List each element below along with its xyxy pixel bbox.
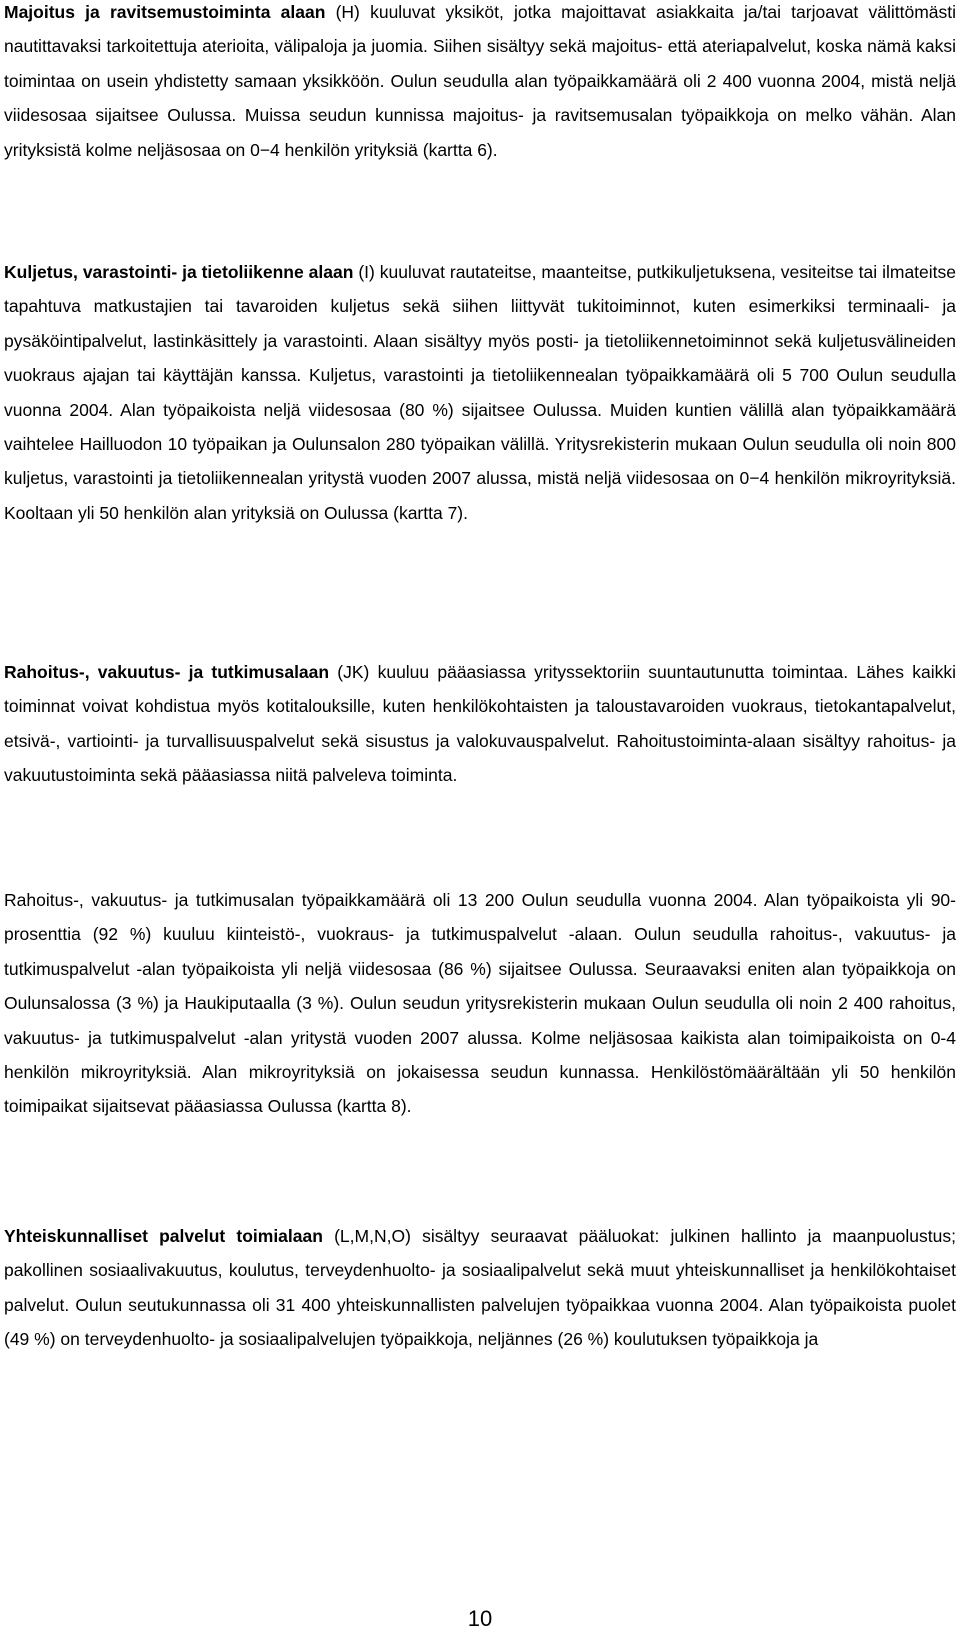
paragraph-lead: Majoitus ja ravitsemustoiminta alaan — [4, 2, 326, 22]
paragraph-public-services — [4, 1219, 956, 1357]
paragraph-finance-jobs — [4, 883, 956, 1124]
page-number: 10 — [467, 1606, 493, 1631]
paragraph-text: (L,M,N,O) sisältyy seuraavat pääluokat: julkinen hallinto ja maanpuolustus; pakollinen sosiaalivakuutus, koulutus, terveydenhuolto- ja sosiaalipalvelut sekä muut yhteiskunnalliset ja henkilökohtaiset palvelut. Oulun seutukunnassa oli 31 400 yhteiskunnallisten palvelujen työpaikkaa vuonna 2004. Alan työpaikoista puolet (49 %) on terveydenhuolto- ja sosiaalipalvelujen työpaikkoja, neljännes (26 %) koulutuksen työpaikkoja ja — [4, 1226, 956, 1350]
paragraph-lead: Yhteiskunnalliset palvelut toimialaan — [4, 1226, 323, 1246]
paragraph-lead: Kuljetus, varastointi- ja tietoliikenne alaan — [4, 262, 354, 282]
paragraph-accommodation — [4, 0, 956, 167]
paragraph-finance — [4, 655, 956, 793]
paragraph-text: Rahoitus-, vakuutus- ja tutkimusalan työpaikkamäärä oli 13 200 Oulun seudulla vuonna 2004. Alan työpaikoista yli 90-prosenttia (92 %) kuuluu kiinteistö-, vuokraus- ja tutkimuspalvelut -alaan. Oulun seudulla rahoitus-, vakuutus- ja tutkimuspalvelut -alan työpaikoista yli neljä viidesosaa (86 %) sijaitsee Oulussa. Seuraavaksi eniten alan työpaikkoja on Oulunsalossa (3 %) ja Haukiputaalla (3 %). Oulun seudun yritysrekisterin mukaan Oulun seudulla oli noin 2 400 rahoitus, vakuutus- ja tutkimuspalvelut -alan yritystä vuoden 2007 alussa. Kolme neljäsosaa kaikista alan toimipaikoista on 0-4 henkilön mikroyrityksiä. Alan mikroyrityksiä on jokaisessa seudun kunnassa. Henkilöstömäärältään yli 50 henkilön toimipaikat sijaitsevat pääasiassa Oulussa (kartta 8). — [4, 890, 956, 1117]
paragraph-lead: Rahoitus-, vakuutus- ja tutkimusalaan — [4, 662, 330, 682]
paragraph-transport — [4, 255, 956, 530]
paragraph-text: (JK) kuuluu pääasiassa yrityssektoriin suuntautunutta toimintaa. Lähes kaikki toiminnat voivat kohdistua myös kotitalouksille, kuten henkilökohtaisten ja taloustavaroiden vuokraus, tietokantapalvelut, etsivä-, vartiointi- ja turvallisuuspalvelut sekä sisustus ja valokuvauspalvelut. Rahoitustoiminta-alaan sisältyy rahoitus- ja vakuutustoiminta sekä pääasiassa niitä palveleva toiminta. — [4, 662, 957, 786]
paragraph-text: (H) kuuluvat yksiköt, jotka majoittavat asiakkaita ja/tai tarjoavat välittömästi nautittavaksi tarkoitettuja aterioita, välipaloja ja juomia. Siihen sisältyy sekä majoitus- että ateriapalvelut, koska nämä kaksi toimintaa on usein yhdistetty samaan yksikköön. Oulun seudulla alan työpaikkamäärä oli 2 400 vuonna 2004, mistä neljä viidesosaa sijaitsee Oulussa. Muissa seudun kunnissa majoitus- ja ravitsemusalan työpaikkoja on melko vähän. Alan yrityksistä kolme neljäsosaa on 0−4 henkilön yrityksiä (kartta 6). — [4, 2, 957, 160]
paragraph-text: (I) kuuluvat rautateitse, maanteitse, putkikuljetuksena, vesiteitse tai ilmateitse tapahtuva matkustajien tai tavaroiden kuljetus sekä siihen liittyvät tukitoiminnot, kuten esimerkiksi terminaali- ja pysäköintipalvelut, lastinkäsittely ja varastointi. Alaan sisältyy myös posti- ja tietoliikennetoiminnot sekä kuljetusvälineiden vuokraus ajajan tai käyttäjän kanssa. Kuljetus, varastointi ja tietoliikennealan työpaikkamäärä oli 5 700 Oulun seudulla vuonna 2004. Alan työpaikoista neljä viidesosaa (80 %) sijaitsee Oulussa. Muiden kuntien välillä alan työpaikkamäärä vaihtelee Hailluodon 10 työpaikan ja Oulunsalon 280 työpaikan välillä. Yritysrekisterin mukaan Oulun seudulla oli noin 800 kuljetus, varastointi ja tietoliikennealan yritystä vuoden 2007 alussa, mistä neljä viidesosaa on 0−4 henkilön mikroyrityksiä. Kooltaan yli 50 henkilön alan yrityksiä on Oulussa (kartta 7). — [4, 262, 957, 523]
